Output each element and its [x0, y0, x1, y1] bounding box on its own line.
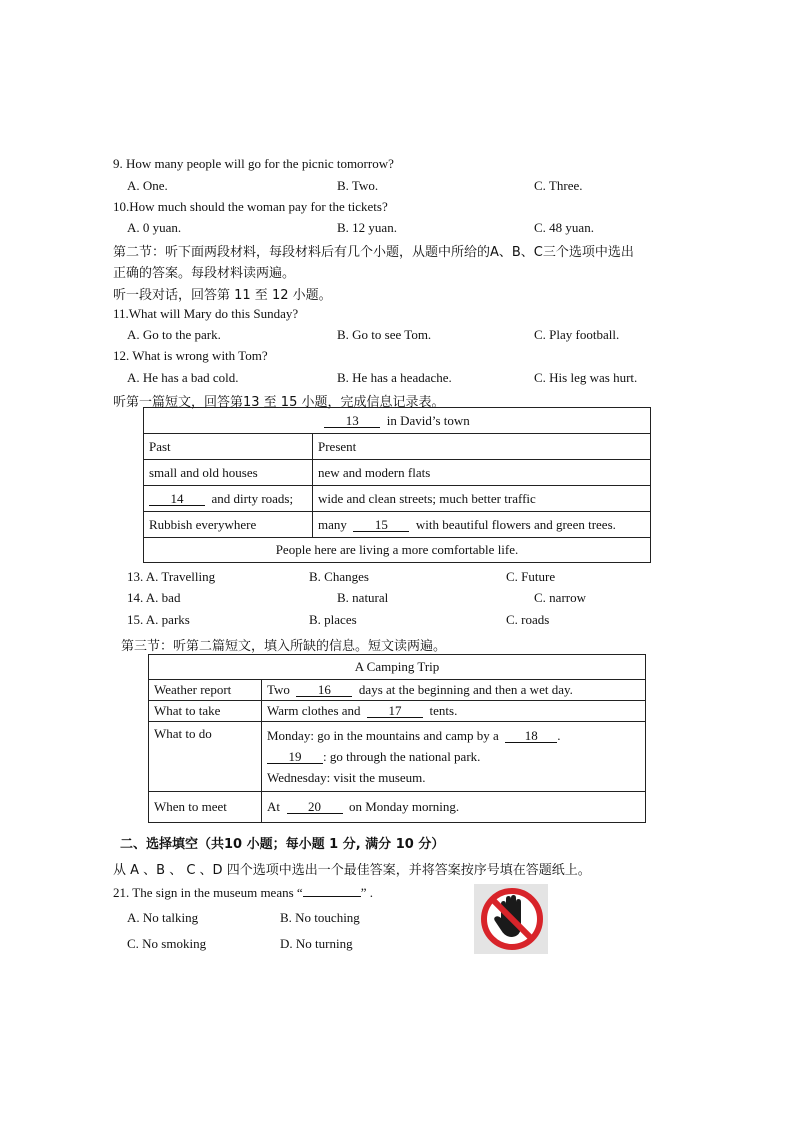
q21-text-pre: 21. The sign in the museum means “ [113, 885, 303, 900]
question-10: 10.How much should the woman pay for the tickets? [113, 199, 388, 214]
do-line-tuesday [267, 746, 640, 767]
row2-past-text: and dirty roads; [211, 490, 294, 506]
section3-intro: 第三节：听第二篇短文，填入所缺的信息。短文读两遍。 [121, 639, 447, 654]
q9-option-c: C. Three. [534, 178, 583, 193]
q10-option-c: C. 48 yuan. [534, 220, 594, 235]
part2-title: 二、选择填空（共10 小题；每小题 1 分, 满分 10 分） [120, 837, 445, 852]
weather-value [262, 680, 646, 701]
passage1-intro: 听第一篇短文，回答第13 至 15 小题，完成信息记录表。 [113, 395, 445, 410]
take-label: What to take [149, 701, 262, 722]
q14-option-b: B. natural [337, 590, 389, 605]
part2-instruction: 从 A 、B 、 C 、D 四个选项中选出一个最佳答案，并将答案按序号填在答题纸上。 [113, 863, 591, 878]
q9-option-b: B. Two. [337, 178, 379, 193]
weather-pre: Two [267, 682, 290, 697]
q11-option-c: C. Play football. [534, 327, 620, 342]
meet-label: When to meet [149, 792, 262, 823]
question-11: 11.What will Mary do this Sunday? [113, 306, 299, 321]
q12-option-a: A. He has a bad cold. [127, 370, 239, 385]
table1-footer: People here are living a more comfortable life. [144, 538, 651, 563]
blank-13: 13 [324, 414, 380, 428]
row3-present [313, 512, 651, 538]
do-line-monday [267, 725, 640, 746]
q21-text-post: ” . [360, 885, 373, 900]
q21-blank [303, 896, 361, 897]
row3-present-pre: many [318, 516, 347, 532]
do-value [262, 722, 646, 792]
section2-instruction-line2: 正确的答案。每段材料读两遍。 [113, 266, 296, 281]
q14-option-a: 14. A. bad [127, 590, 181, 605]
blank-15: 15 [353, 518, 409, 532]
q10-option-b: B. 12 yuan. [337, 220, 397, 235]
do-label: What to do [149, 722, 262, 792]
q21-option-c: C. No smoking [127, 936, 207, 951]
row3-present-post: with beautiful flowers and green trees. [415, 516, 616, 532]
row1-present: new and modern flats [313, 460, 651, 486]
blank-17: 17 [367, 704, 423, 718]
row1-past: small and old houses [144, 460, 313, 486]
q12-option-c: C. His leg was hurt. [534, 370, 638, 385]
q13-option-b: B. Changes [309, 569, 369, 584]
blank-14: 14 [149, 492, 205, 506]
q15-option-a: 15. A. parks [127, 612, 190, 627]
col-header-present: Present [313, 434, 651, 460]
q15-option-b: B. places [309, 612, 357, 627]
q14-option-c: C. narrow [534, 590, 586, 605]
q9-option-a: A. One. [127, 178, 168, 193]
weather-label: Weather report [149, 680, 262, 701]
question-21 [113, 885, 373, 901]
question-9: 9. How many people will go for the picnic tomorrow? [113, 156, 394, 171]
q21-option-a: A. No talking [127, 910, 199, 925]
no-touching-sign-icon [474, 884, 548, 954]
weather-post: days at the beginning and then a wet day. [358, 682, 573, 697]
take-pre: Warm clothes and [267, 703, 361, 718]
do-line1-post: . [557, 728, 561, 743]
section2-dialog-intro: 听一段对话，回答第 11 至 12 小题。 [113, 288, 332, 303]
q15-option-c: C. roads [506, 612, 550, 627]
table1-title [144, 408, 651, 434]
blank-19: 19 [267, 750, 323, 764]
q21-option-b: B. No touching [280, 910, 360, 925]
q12-option-b: B. He has a headache. [337, 370, 452, 385]
take-value [262, 701, 646, 722]
camping-title: A Camping Trip [149, 655, 646, 680]
meet-post: on Monday morning. [349, 799, 460, 814]
meet-pre: At [267, 799, 280, 814]
blank-20: 20 [287, 800, 343, 814]
row3-past: Rubbish everywhere [144, 512, 313, 538]
passage1-info-table [143, 407, 651, 563]
q10-option-a: A. 0 yuan. [127, 220, 182, 235]
q13-option-a: 13. A. Travelling [127, 569, 216, 584]
question-12: 12. What is wrong with Tom? [113, 348, 268, 363]
q21-option-d: D. No turning [280, 936, 353, 951]
section2-instruction-line1: 第二节：听下面两段材料，每段材料后有几个小题，从题中所给的A、B、C三个选项中选出 [113, 245, 634, 260]
col-header-past: Past [144, 434, 313, 460]
do-line2-post: : go through the national park. [323, 749, 481, 764]
do-line1-pre: Monday: go in the mountains and camp by a [267, 728, 499, 743]
meet-value [262, 792, 646, 823]
do-line-wednesday: Wednesday: visit the museum. [267, 770, 426, 785]
q11-option-a: A. Go to the park. [127, 327, 221, 342]
take-post: tents. [429, 703, 458, 718]
camping-trip-table [148, 654, 646, 823]
table1-title-text: in David’s town [386, 412, 470, 428]
row2-past [144, 486, 313, 512]
blank-16: 16 [296, 683, 352, 697]
q13-option-c: C. Future [506, 569, 556, 584]
blank-18: 18 [505, 729, 557, 743]
q11-option-b: B. Go to see Tom. [337, 327, 432, 342]
row2-present: wide and clean streets; much better traffic [313, 486, 651, 512]
